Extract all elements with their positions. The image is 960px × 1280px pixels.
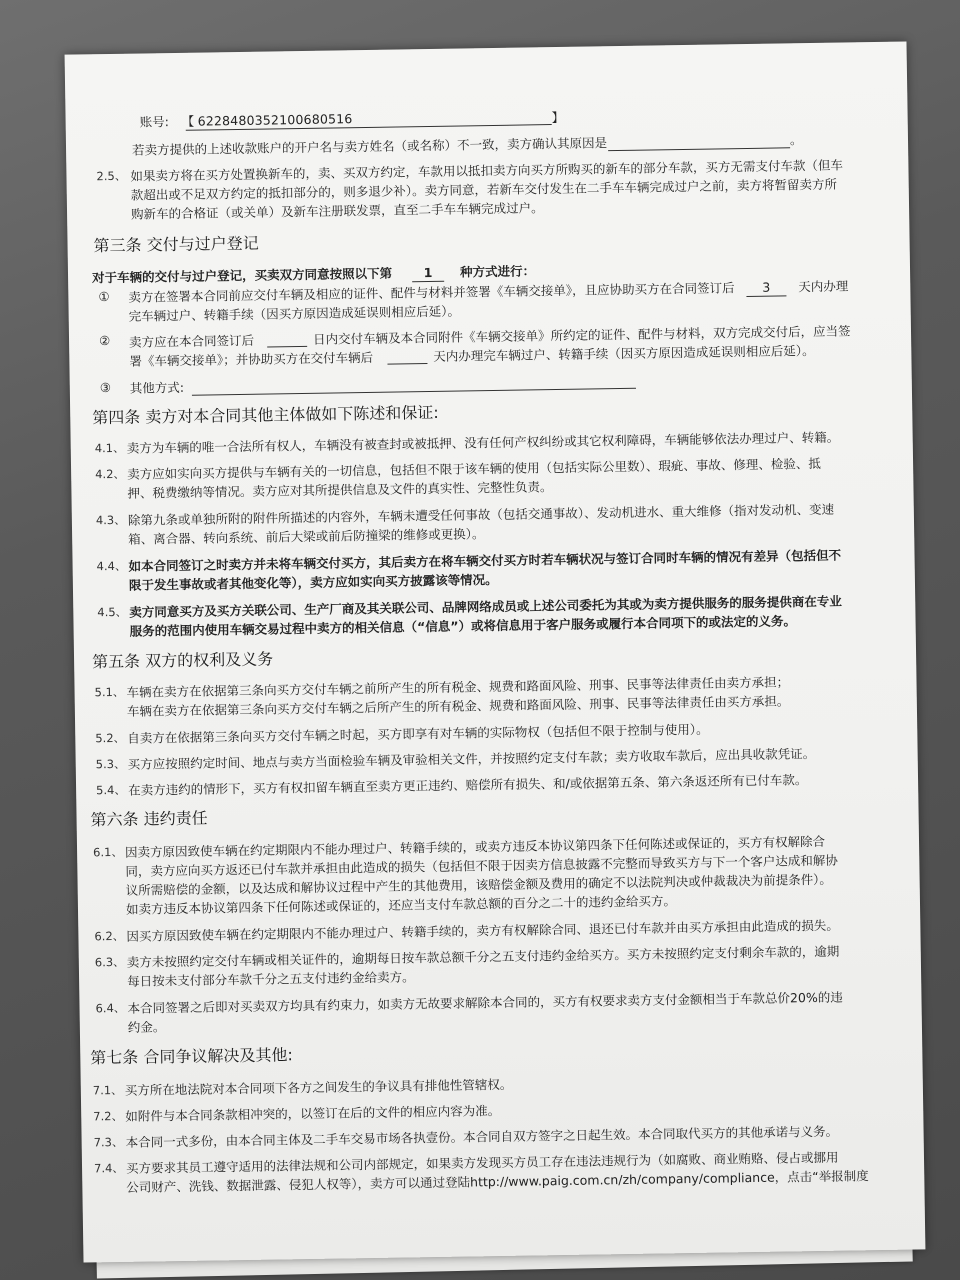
clause-number: 6.3、 [94,954,125,970]
clause-line: 如卖方违反本协议第四条下任何陈述或保证的，还应当支付车款总额的百分之二十的违约金给买方。 [125,893,677,917]
option-3-mark: ③ [99,379,112,396]
option-1-line-end: 天内办理 [798,278,849,295]
clause-line: 每日按未支付部分车款千分之五支付违约金给卖方。 [127,969,415,989]
clause-line: 箱、离合器、转向系统、前后大梁或前后防撞梁的维修或更换）。 [128,526,485,547]
mismatch-fill-line [608,147,790,151]
mismatch-text: 若卖方提供的上述收款账户的开户名与卖方姓名（或名称）不一致，卖方确认其原因是 [131,135,608,158]
clause-line: 因卖方原因致使车辆在约定期限内不能办理过户、转籍手续的，或卖方违反本协议第四条下任何陈述或保证的，买方有权解除合 [124,833,826,860]
article-6-title: 第六条 违约责任 [90,808,208,830]
clause-line: 卖方同意买方及买方关联公司、生产厂商及其关联公司、品牌网络成员或上述公司委托为其或为卖方提供服务的服务提供商在专业 [129,593,842,620]
clause-line: 买方应按照约定时间、地点与卖方当面检验车辆及审验相关文件，并按照约定支付车款；卖方收取车款后，应出具收款凭证。 [127,745,816,772]
option-1-line: 完车辆过户、转籍手续（因买方原因造成延误则相应后延）。 [128,303,461,324]
clause-number: 4.3、 [95,512,126,528]
clause-line: 限于发生事故或者其他变化等），卖方应如实向买方披露该等情况。 [128,571,498,593]
clause-2-5-line: 购新车的合格证（或关单）及新车注册联发票，直至二手车车辆完成过户。 [130,200,544,222]
article-5-title: 第五条 双方的权利及义务 [91,649,274,672]
clause-line: 车辆在卖方在依据第三条向买方交付车辆之后所产生的所有税金、规费和路面风险、刑事、民事等法律责任由买方承担。 [126,693,790,719]
option-3-fill-line [192,388,636,396]
account-number: 6228480352100680516 [197,111,353,129]
clause-line: 议所需赔偿的金额，以及达成和解协议过程中产生的其他费用，该赔偿金额及费用的确定不以法院判决或仲裁裁决为前提条件）。 [125,871,832,898]
article-7-title: 第七条 合同争议解决及其他: [90,1045,293,1068]
clause-line: 约金。 [127,1019,166,1035]
account-label: 账号: [139,114,169,130]
option-1-line: 卖方在签署本合同前应交付车辆及相应的证件、配件与材料并签署《车辆交接单》，且应协助买方在合同签订后 [128,280,735,305]
clause-number: 7.4、 [93,1160,124,1176]
clause-line: 卖方未按照约定交付车辆或相关证件的，逾期每日按车款总额千分之五支付违约金给买方。买方未按照约定支付剩余车款的，逾期 [126,943,840,970]
clause-number: 6.2、 [94,928,125,944]
article-3-title: 第三条 交付与过户登记 [93,233,259,256]
article-4-title: 第四条 卖方对本合同其他主体做如下陈述和保证: [92,402,439,428]
option-3-label: 其他方式: [129,379,185,396]
option-2-line: 天内办理完车辆过户、转籍手续（因买方原因造成延误则相应后延）。 [433,342,815,364]
clause-number: 7.1、 [92,1082,123,1098]
clause-line: 自卖方在依据第三条向买方交付车辆之时起，买方即享有对车辆的实际物权（包括但不限于控制与使用）。 [127,721,709,746]
clause-line: 因买方原因致使车辆在约定期限内不能办理过户、转籍手续的，卖方有权解除合同、退还已付车款并由买方承担由此造成的损失。 [126,917,839,944]
contract-page [65,41,926,1262]
clause-line: 除第九条或单独所附的附件所描述的内容外，车辆未遭受任何事故（包括交通事故）、发动机进水、重大维修（指对发动机、变速 [127,501,835,528]
clause-2-5-line: 款超出或不足双方约定的抵扣部分的，则多退少补）。卖方同意，若新车交付发生在二手车车辆完成过户之前，卖方将暂留卖方所 [130,176,838,203]
clause-line: 如本合同签订之时卖方并未将车辆交付买方，其后卖方在将车辆交付买方时若车辆状况与签订合同时车辆的情况有差异（包括但不 [128,547,842,574]
clause-2-5-number: 2.5、 [96,168,127,184]
clause-number: 5.1、 [94,684,125,700]
option-2-line: 卖方应在本合同签订后 [128,332,255,350]
clause-number: 5.3、 [95,756,126,772]
clause-line: 服务的范围内使用车辆交易过程中卖方的相关信息（“信息”）或将信息用于客户服务或履行本合同项下的或法定的义务。 [129,613,797,639]
clause-number: 4.2、 [95,466,126,482]
account-open-bracket: 【 [181,113,195,129]
clause-line: 如附件与本合同条款相冲突的，以签订在后的文件的相应内容为准。 [125,1102,501,1124]
clause-2-5-line: 如果卖方将在买方处置换新车的，卖、买双方约定，车款用以抵扣卖方向买方所购买的新车的部分车款，买方无需支付车款（但车 [130,157,844,184]
clause-number: 4.5、 [97,604,128,620]
clause-line: 公司财产、洗钱、数据泄露、侵犯人权等），卖方可以通过登陆http://www.paig.com.cn/zh/company/compliance，点击“举报制度 [126,1168,869,1195]
article-3-intro-end: 种方式进行： [459,263,536,280]
clause-number: 6.4、 [95,1000,126,1016]
option-2-fill-line [387,363,427,365]
mismatch-end: 。 [789,132,803,148]
option-2-line: 署《车辆交接单》；并协助买方在交付车辆后 [129,349,374,369]
clause-line: 本合同签署之后即对买卖双方均具有约束力，如卖方无故要求解除本合同的，买方有权要求卖方支付金额相当于车款总价20%的违 [127,989,843,1016]
option-2-line: 日内交付车辆及本合同附件《车辆交接单》所约定的证件、配件与材料，双方完成交付后，应当签 [312,323,851,347]
clause-line: 卖方为车辆的唯一合法所有权人，车辆没有被查封或被抵押、没有任何产权纠纷或其它权利障碍，车辆能够依法办理过户、转籍。 [126,429,840,456]
clause-number: 5.4、 [96,782,127,798]
clause-line: 本合同一式多份，由本合同主体及二手车交易市场各执壹份。本合同自双方签字之日起生效。本合同取代买方的其他承诺与义务。 [125,1123,839,1150]
article-3-choice: 1 [412,264,444,283]
clause-number: 7.2、 [93,1108,124,1124]
clause-number: 5.2、 [95,730,126,746]
clause-number: 4.1、 [94,440,125,456]
article-3-intro: 对于车辆的交付与过户登记，买卖双方同意按照以下第 [91,265,393,286]
clause-line: 买方要求其员工遵守适用的法律法规和公司内部规定，如果卖方发现买方员工存在违法违规行为（如腐败、商业贿赂、侵占或挪用 [125,1149,839,1176]
clause-number: 4.4、 [96,558,127,574]
option-1-days: 3 [746,278,786,297]
clause-number: 6.1、 [92,844,124,860]
account-close-bracket: 】 [551,109,565,126]
clause-line: 同，卖方应向买方返还已付车款并承担由此造成的损失（包括但不限于因卖方信息披露不完整而导致买方与下一个客户达成和解协 [125,852,838,879]
option-2-mark: ② [98,333,111,349]
option-1-mark: ① [98,289,110,305]
clause-line: 买方所在地法院对本合同项下各方之间发生的争议具有排他性管辖权。 [124,1076,513,1098]
clause-line: 车辆在卖方在依据第三条向买方交付车辆之前所产生的所有税金、规费和路面风险、刑事、民事等法律责任由卖方承担； [126,674,790,700]
clause-number: 7.3、 [93,1134,124,1150]
clause-line: 卖方应如实向买方提供与车辆有关的一切信息，包括但不限于该车辆的使用（包括实际公里数）、瑕疵、事故、修理、检验、抵 [127,455,821,482]
option-2-fill-line [267,346,307,348]
clause-line: 押、税费缴纳等情况。卖方应对其所提供信息及文件的真实性、完整性负责。 [127,479,553,501]
clause-line: 在卖方违约的情形下，买方有权扣留车辆直至卖方更正违约、赔偿所有损失、和/或依据第五条、第六条返还所有已付车款。 [128,772,808,798]
